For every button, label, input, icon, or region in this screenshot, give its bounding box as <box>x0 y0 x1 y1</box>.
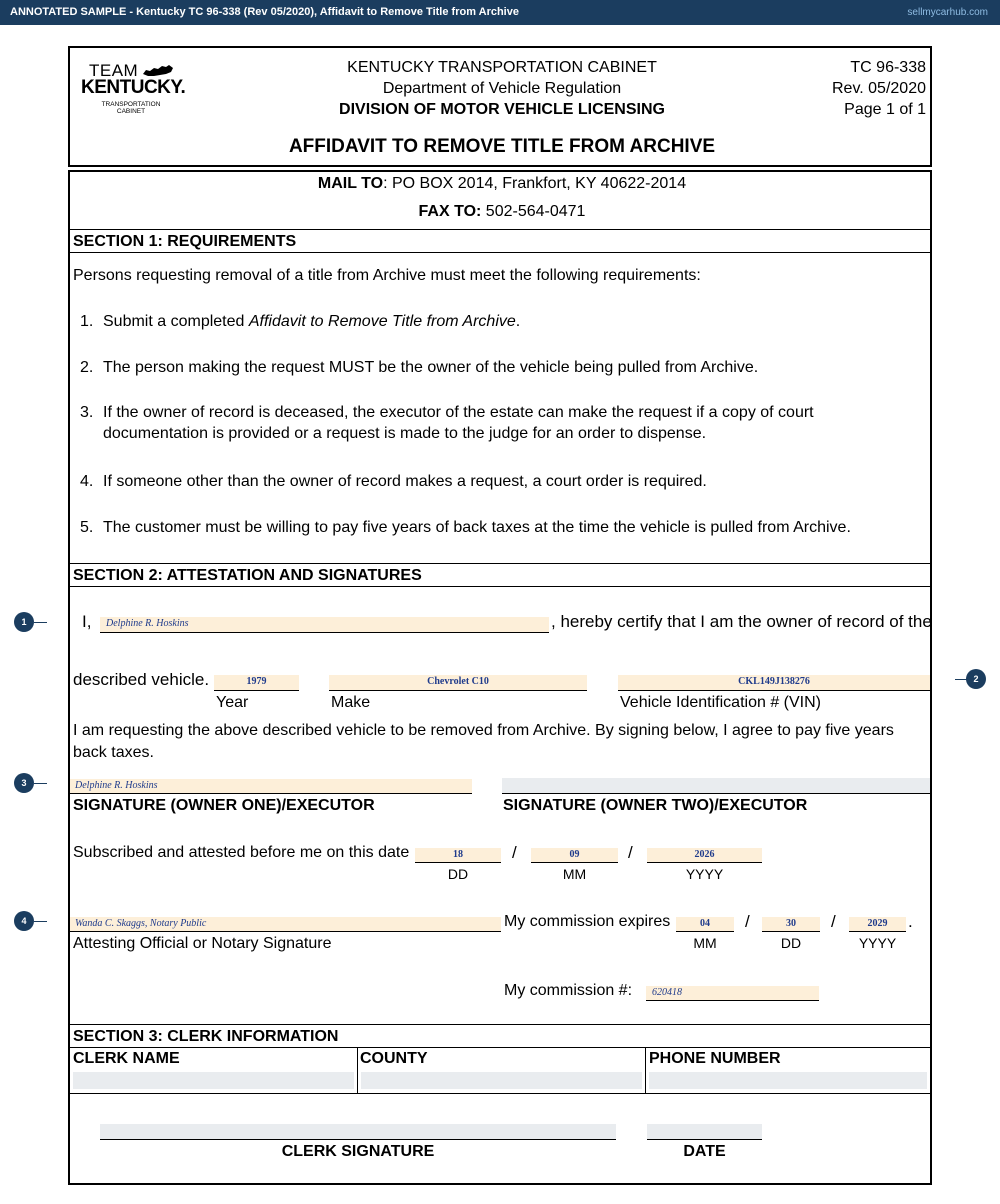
date-separator: / <box>628 843 633 862</box>
annotation-marker-3: 3 <box>14 773 34 793</box>
commission-exp-day-field[interactable]: 30 <box>762 917 820 932</box>
requirement-2-number: 2. <box>80 359 94 376</box>
commission-exp-month-field[interactable]: 04 <box>676 917 734 932</box>
banner-site-link[interactable]: sellmycarhub.com <box>907 7 988 18</box>
county-field[interactable] <box>361 1072 642 1089</box>
column-divider <box>357 1047 358 1093</box>
request-text-line2: back taxes. <box>73 744 154 761</box>
requirement-3-line1: If the owner of record is deceased, the executor of the estate can make the request if a copy of court <box>103 404 814 421</box>
logo-team-text: TEAM <box>89 61 139 80</box>
phone-number-label: PHONE NUMBER <box>649 1050 781 1067</box>
mm-caption: MM <box>693 935 717 951</box>
year-caption: Year <box>216 694 249 711</box>
owner-one-signature-label: SIGNATURE (OWNER ONE)/EXECUTOR <box>73 797 375 814</box>
requirement-4-number: 4. <box>80 473 94 490</box>
commission-number-text: My commission #: <box>504 982 633 999</box>
clerk-name-label: CLERK NAME <box>73 1050 180 1067</box>
logo-kentucky-text: KENTUCKY. <box>81 77 186 98</box>
fax-to-line <box>200 203 804 221</box>
divider <box>70 586 930 587</box>
clerk-signature-label: CLERK SIGNATURE <box>281 1143 435 1160</box>
dd-caption: DD <box>780 935 802 951</box>
notary-signature-label: Attesting Official or Notary Signature <box>73 935 332 952</box>
requirement-5: The customer must be willing to pay five years of back taxes at the time the vehicle is pulled from Archive. <box>103 519 851 536</box>
section3-heading: SECTION 3: CLERK INFORMATION <box>73 1028 339 1045</box>
fax-to-label: FAX TO: <box>418 203 482 220</box>
date-separator: / <box>512 843 517 862</box>
fax-to-number: 502-564-0471 <box>481 203 586 220</box>
annotation-marker-2: 2 <box>966 669 986 689</box>
page-number: Page 1 of 1 <box>844 101 926 118</box>
owner-two-signature-field[interactable] <box>502 778 930 794</box>
subscribed-text: Subscribed and attested before me on this date <box>73 844 410 861</box>
vin-field[interactable]: CKL149J138276 <box>618 675 930 691</box>
county-label: COUNTY <box>360 1050 428 1067</box>
notary-signature-field[interactable]: Wanda C. Skaggs, Notary Public <box>70 917 501 932</box>
dd-caption: DD <box>447 866 469 882</box>
yyyy-caption: YYYY <box>858 935 897 951</box>
requirement-4: If someone other than the owner of record makes a request, a court order is required. <box>103 473 707 490</box>
mail-to-address: : PO BOX 2014, Frankfort, KY 40622-2014 <box>383 175 687 192</box>
mm-caption: MM <box>562 866 587 882</box>
requirement-1-number: 1. <box>80 313 94 330</box>
request-text-line1: I am requesting the above described vehicle to be removed from Archive. By signing below, I agree to pay five years <box>73 722 894 739</box>
requirement-3-line2: documentation is provided or a request is made to the judge for an order to dispense. <box>103 425 707 442</box>
clerk-date-label: DATE <box>683 1143 726 1160</box>
phone-number-field[interactable] <box>649 1072 927 1089</box>
clerk-signature-field[interactable] <box>100 1124 616 1140</box>
commission-number-field[interactable]: 620418 <box>646 986 819 1001</box>
vehicle-year-field[interactable]: 1979 <box>214 675 299 691</box>
owner-name-field[interactable]: Delphine R. Hoskins <box>100 617 549 633</box>
make-caption: Make <box>331 694 371 711</box>
owner-one-signature-field[interactable]: Delphine R. Hoskins <box>70 779 472 794</box>
divider <box>70 563 930 564</box>
logo-sub-1: TRANSPORTATION <box>101 101 161 108</box>
clerk-name-field[interactable] <box>73 1072 354 1089</box>
divider <box>70 252 930 253</box>
section1-heading: SECTION 1: REQUIREMENTS <box>73 233 297 250</box>
period: . <box>908 912 913 931</box>
requirement-3-number: 3. <box>80 404 94 421</box>
annotation-marker-1: 1 <box>14 612 34 632</box>
attest-month-field[interactable]: 09 <box>531 848 618 863</box>
division-name: DIVISION OF MOTOR VEHICLE LICENSING <box>339 101 665 118</box>
certify-text: , hereby certify that I am the owner of record of the <box>551 612 932 631</box>
vehicle-make-field[interactable]: Chevrolet C10 <box>329 675 587 691</box>
requirement-5-number: 5. <box>80 519 94 536</box>
date-separator: / <box>745 912 750 931</box>
annotation-banner <box>0 0 1000 25</box>
divider <box>70 229 930 230</box>
marker-leader <box>34 921 47 922</box>
divider <box>70 1024 930 1025</box>
date-separator: / <box>831 912 836 931</box>
annotation-marker-4: 4 <box>14 911 34 931</box>
commission-expires-text: My commission expires <box>504 913 671 930</box>
attest-year-field[interactable]: 2026 <box>647 848 762 863</box>
commission-exp-year-field[interactable]: 2029 <box>849 917 906 932</box>
mail-to-line <box>200 175 804 193</box>
clerk-date-field[interactable] <box>647 1124 762 1140</box>
requirement-1: Submit a completed Affidavit to Remove Title from Archive. <box>103 313 521 330</box>
divider <box>70 1047 930 1048</box>
section2-heading: SECTION 2: ATTESTATION AND SIGNATURES <box>73 567 422 584</box>
i-label: I, <box>82 612 92 631</box>
vin-caption: Vehicle Identification # (VIN) <box>620 694 821 711</box>
owner-two-signature-label: SIGNATURE (OWNER TWO)/EXECUTOR <box>503 797 808 814</box>
column-divider <box>645 1047 646 1093</box>
described-vehicle-text: described vehicle. <box>73 670 210 689</box>
marker-leader <box>34 783 47 784</box>
department-name: Department of Vehicle Regulation <box>382 80 622 97</box>
agency-name: KENTUCKY TRANSPORTATION CABINET <box>347 59 657 76</box>
mail-to-label: MAIL TO <box>317 175 384 192</box>
form-revision: Rev. 05/2020 <box>832 80 926 97</box>
section1-intro: Persons requesting removal of a title from Archive must meet the following requirements: <box>73 267 701 284</box>
attest-day-field[interactable]: 18 <box>415 848 501 863</box>
marker-leader <box>34 622 47 623</box>
banner-title: ANNOTATED SAMPLE - Kentucky TC 96-338 (Rev 05/2020), Affidavit to Remove Title from Archive <box>10 6 519 18</box>
affidavit-title-ref: Affidavit to Remove Title from Archive <box>248 313 516 330</box>
kentucky-state-icon <box>142 64 174 78</box>
logo-sub-2: CABINET <box>116 108 146 115</box>
form-title: AFFIDAVIT TO REMOVE TITLE FROM ARCHIVE <box>288 136 716 157</box>
divider <box>70 1093 930 1094</box>
yyyy-caption: YYYY <box>685 866 724 882</box>
form-number: TC 96-338 <box>850 59 926 76</box>
requirement-2: The person making the request MUST be the owner of the vehicle being pulled from Archive. <box>103 359 759 376</box>
